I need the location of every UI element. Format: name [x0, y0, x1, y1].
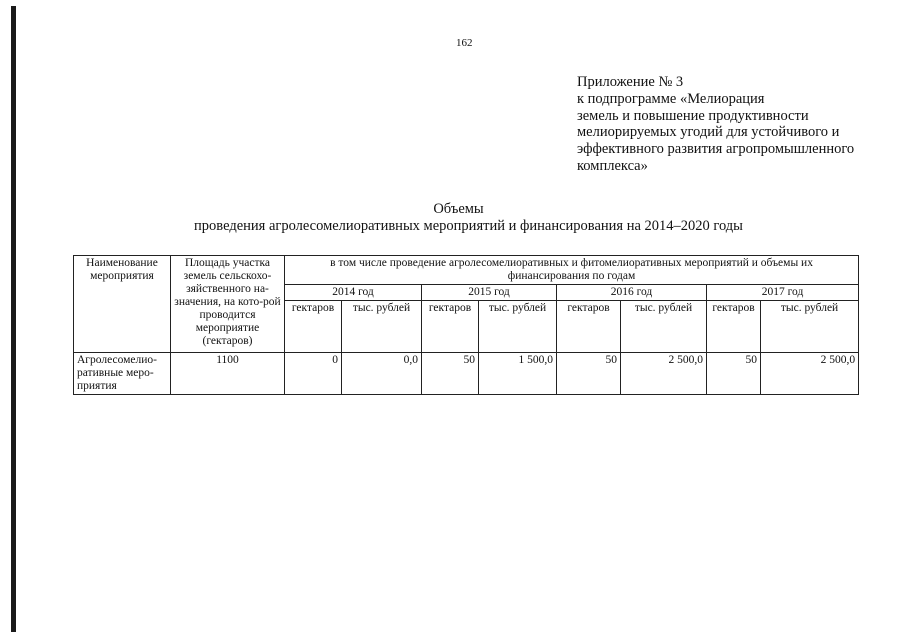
annex-line: эффективного развития агропромышленного	[577, 141, 855, 158]
cell-2014-hectares: 0	[285, 353, 342, 395]
document-title: Объемы	[433, 201, 484, 217]
annex-line: комплекса»	[577, 157, 648, 174]
table-row	[74, 353, 859, 395]
cell-2016-hectares: 50	[557, 353, 621, 395]
document-subtitle: проведения агролесомелиоративных мероприятий и финансирования на 2014–2020 годы	[194, 218, 743, 234]
header-unit-rubles: тыс. рублей	[761, 301, 859, 353]
header-activity-name: Наименование мероприятия	[74, 256, 171, 353]
annex-line: к подпрограмме «Мелиорация	[577, 90, 765, 107]
page-number: 162	[456, 37, 473, 49]
volumes-table	[73, 255, 859, 395]
table-header-row	[74, 256, 859, 285]
cell-2017-rubles: 2 500,0	[761, 353, 859, 395]
header-year-2017: 2017 год	[707, 285, 859, 301]
annex-line: земель и повышение продуктивности	[577, 107, 809, 124]
cell-2015-rubles: 1 500,0	[479, 353, 557, 395]
cell-2014-rubles: 0,0	[342, 353, 422, 395]
header-year-2015: 2015 год	[422, 285, 557, 301]
header-unit-rubles: тыс. рублей	[621, 301, 707, 353]
header-unit-hectares: гектаров	[285, 301, 342, 353]
cell-land-area: 1100	[171, 353, 285, 395]
header-year-2014: 2014 год	[285, 285, 422, 301]
cell-activity-name: Агролесомелио-ративные меро-приятия	[74, 353, 171, 395]
header-unit-rubles: тыс. рублей	[342, 301, 422, 353]
annex-header	[577, 74, 854, 175]
cell-2015-hectares: 50	[422, 353, 479, 395]
header-unit-hectares: гектаров	[707, 301, 761, 353]
header-unit-hectares: гектаров	[557, 301, 621, 353]
header-group: в том числе проведение агролесомелиоративных и фитомелиоративных мероприятий и объемы их финансирования по годам	[285, 256, 859, 285]
header-unit-rubles: тыс. рублей	[479, 301, 557, 353]
header-land-area: Площадь участка земель сельскохо-зяйственного на-значения, на кото-рой проводится мероприятие (гектаров)	[171, 256, 285, 353]
scan-edge-bar	[11, 6, 16, 632]
cell-2017-hectares: 50	[707, 353, 761, 395]
cell-2016-rubles: 2 500,0	[621, 353, 707, 395]
annex-line: мелиорируемых угодий для устойчивого и	[577, 124, 840, 141]
header-year-2016: 2016 год	[557, 285, 707, 301]
header-unit-hectares: гектаров	[422, 301, 479, 353]
annex-line: Приложение № 3	[577, 74, 684, 90]
